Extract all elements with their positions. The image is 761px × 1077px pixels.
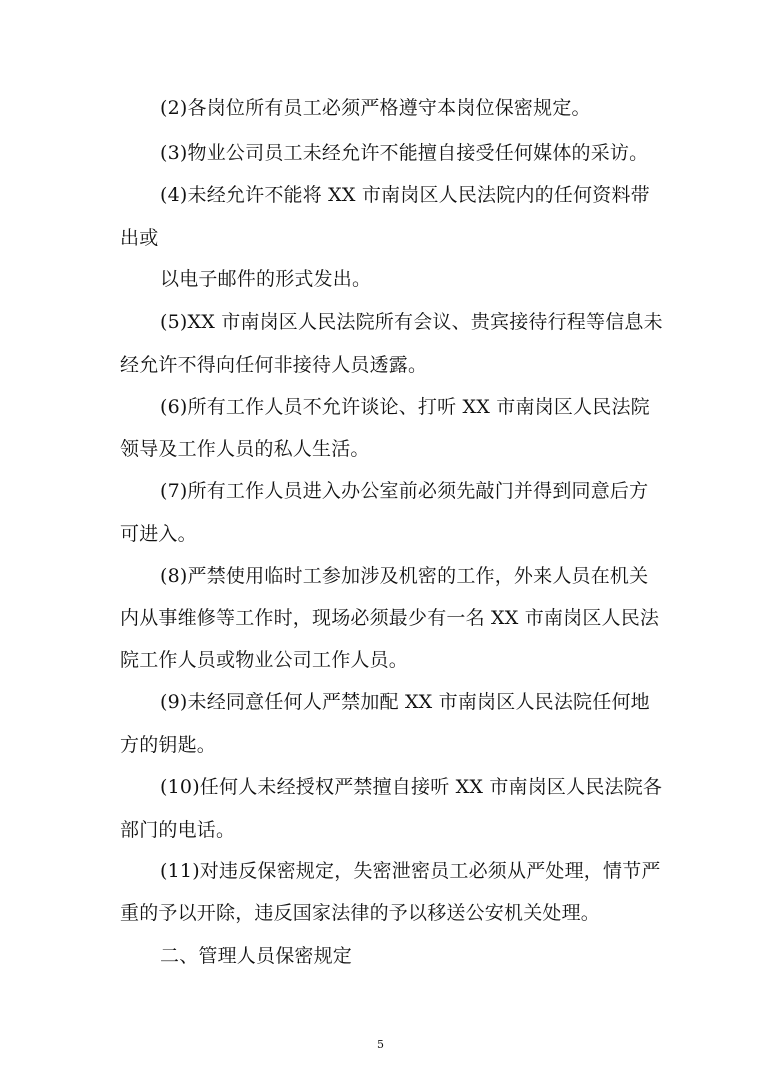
section-heading: 二、管理人员保密规定 bbox=[160, 945, 353, 967]
paragraph-line: (2)各岗位所有员工必须严格遵守本岗位保密规定。 bbox=[160, 97, 591, 119]
paragraph-line: (6)所有工作人员不允许谈论、打听 XX 市南岗区人民法院 bbox=[160, 396, 650, 418]
paragraph-line: (3)物业公司员工未经允许不能擅自接受任何媒体的采访。 bbox=[160, 142, 649, 164]
paragraph-line: 经允许不得向任何非接待人员透露。 bbox=[120, 354, 428, 376]
paragraph-line: 内从事维修等工作时，现场必须最少有一名 XX 市南岗区人民法 bbox=[120, 607, 660, 629]
paragraph-line: (11)对违反保密规定，失密泄密员工必须从严处理，情节严 bbox=[160, 860, 661, 882]
paragraph-line: (10)任何人未经授权严禁擅自接听 XX 市南岗区人民法院各 bbox=[160, 776, 663, 798]
paragraph-line: 重的予以开除，违反国家法律的予以移送公安机关处理。 bbox=[120, 902, 601, 924]
paragraph-line: (9)未经同意任何人严禁加配 XX 市南岗区人民法院任何地 bbox=[160, 691, 650, 713]
paragraph-line: (4)未经允许不能将 XX 市南岗区人民法院内的任何资料带 bbox=[160, 184, 650, 206]
paragraph-line: 领导及工作人员的私人生活。 bbox=[120, 438, 370, 460]
paragraph-line: 出或 bbox=[120, 227, 159, 249]
page-number: 5 bbox=[377, 1038, 384, 1051]
paragraph-line: 部门的电话。 bbox=[120, 819, 236, 841]
paragraph-line: (7)所有工作人员进入办公室前必须先敲门并得到同意后方 bbox=[160, 480, 649, 502]
paragraph-line: (5)XX 市南岗区人民法院所有会议、贵宾接待行程等信息未 bbox=[160, 311, 663, 333]
paragraph-line: 可进入。 bbox=[120, 523, 197, 545]
paragraph-line: 以电子邮件的形式发出。 bbox=[160, 268, 372, 290]
paragraph-line: 方的钥匙。 bbox=[120, 734, 217, 756]
paragraph-line: (8)严禁使用临时工参加涉及机密的工作，外来人员在机关 bbox=[160, 565, 649, 587]
paragraph-line: 院工作人员或物业公司工作人员。 bbox=[120, 649, 409, 671]
